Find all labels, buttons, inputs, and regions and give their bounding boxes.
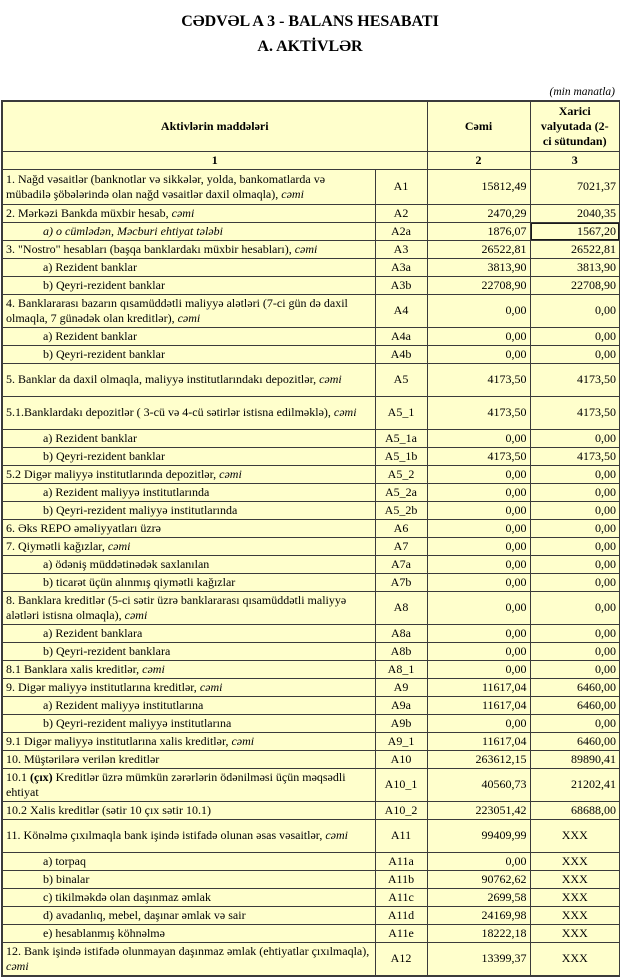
row-label: a) Rezident banklar bbox=[2, 429, 375, 447]
row-total-value: 0,00 bbox=[427, 591, 530, 624]
row-label: 12. Bank işində istifadə olunmayan daşınmaz əmlak (ehtiyatlar çıxılmaqla), cəmi bbox=[2, 942, 375, 976]
row-total-value: 0,00 bbox=[427, 555, 530, 573]
row-code: A11b bbox=[375, 870, 427, 888]
row-foreign-value: 0,00 bbox=[530, 519, 620, 537]
table-row bbox=[2, 642, 620, 660]
row-foreign-value: 7021,37 bbox=[530, 169, 620, 204]
row-total-value: 24169,98 bbox=[427, 906, 530, 924]
table-row bbox=[2, 906, 620, 924]
row-total-value: 0,00 bbox=[427, 852, 530, 870]
column-header-foreign-line3: ci sütundan) bbox=[542, 133, 607, 148]
balance-sheet-table bbox=[1, 100, 620, 977]
row-label: b) Qeyri-rezident banklar bbox=[2, 447, 375, 465]
table-row bbox=[2, 327, 620, 345]
row-total-value: 1876,07 bbox=[427, 222, 530, 240]
row-label: a) Rezident banklar bbox=[2, 258, 375, 276]
row-foreign-value: 4173,50 bbox=[530, 396, 620, 429]
row-foreign-value: 0,00 bbox=[530, 537, 620, 555]
row-total-value: 0,00 bbox=[427, 465, 530, 483]
table-row bbox=[2, 447, 620, 465]
table-row bbox=[2, 750, 620, 768]
row-total-value: 0,00 bbox=[427, 519, 530, 537]
row-label: 8. Banklara kreditlər (5-ci sətir üzrə banklararası qısamüddətli maliyyə alətləri istisna olmaqla), cəmi bbox=[2, 591, 375, 624]
row-foreign-value: 6460,00 bbox=[530, 696, 620, 714]
row-code: A6 bbox=[375, 519, 427, 537]
row-total-value: 13399,37 bbox=[427, 942, 530, 976]
row-foreign-value: 0,00 bbox=[530, 624, 620, 642]
row-code: A3 bbox=[375, 240, 427, 258]
table-row bbox=[2, 222, 620, 240]
row-code: A5 bbox=[375, 363, 427, 396]
row-foreign-value: 6460,00 bbox=[530, 678, 620, 696]
row-code: A9b bbox=[375, 714, 427, 732]
row-label: a) Rezident maliyyə institutlarına bbox=[2, 696, 375, 714]
row-label: b) Qeyri-rezident banklar bbox=[2, 345, 375, 363]
row-foreign-value: 22708,90 bbox=[530, 276, 620, 294]
row-foreign-value: XXX bbox=[530, 852, 620, 870]
row-code: A9_1 bbox=[375, 732, 427, 750]
row-label: 4. Banklararası bazarın qısamüddətli maliyyə alətləri (7-ci gün də daxil olmaqla, 7 günədək olan kreditlər), cəmi bbox=[2, 294, 375, 327]
row-label: a) torpaq bbox=[2, 852, 375, 870]
row-code: A8a bbox=[375, 624, 427, 642]
row-label: d) avadanlıq, mebel, daşınar əmlak və sair bbox=[2, 906, 375, 924]
row-code: A4a bbox=[375, 327, 427, 345]
row-code: A10_2 bbox=[375, 801, 427, 819]
row-label: 6. Əks REPO əməliyyatları üzrə bbox=[2, 519, 375, 537]
unit-note: (min manatla) bbox=[549, 86, 615, 98]
row-foreign-value: 0,00 bbox=[530, 429, 620, 447]
page-title-line1: CƏDVƏL A 3 - BALANS HESABATI bbox=[181, 13, 439, 30]
table-row bbox=[2, 801, 620, 819]
row-code: A8b bbox=[375, 642, 427, 660]
column-header-items: Aktivlərin maddələri bbox=[2, 101, 427, 151]
row-label: 8.1 Banklara xalis kreditlər, cəmi bbox=[2, 660, 375, 678]
table-row bbox=[2, 696, 620, 714]
row-total-value: 0,00 bbox=[427, 573, 530, 591]
row-total-value: 263612,15 bbox=[427, 750, 530, 768]
row-code: A5_2b bbox=[375, 501, 427, 519]
table-row bbox=[2, 258, 620, 276]
row-total-value: 22708,90 bbox=[427, 276, 530, 294]
row-label: 3. "Nostro" hesabları (başqa banklardakı müxbir hesabları), cəmi bbox=[2, 240, 375, 258]
row-code: A1 bbox=[375, 169, 427, 204]
row-code: A3a bbox=[375, 258, 427, 276]
row-code: A7a bbox=[375, 555, 427, 573]
row-total-value: 4173,50 bbox=[427, 363, 530, 396]
row-code: A3b bbox=[375, 276, 427, 294]
row-total-value: 4173,50 bbox=[427, 447, 530, 465]
table-row bbox=[2, 768, 620, 801]
row-foreign-value: XXX bbox=[530, 924, 620, 942]
row-code: A2 bbox=[375, 204, 427, 222]
row-code: A5_2 bbox=[375, 465, 427, 483]
table-row bbox=[2, 240, 620, 258]
row-foreign-value: 0,00 bbox=[530, 483, 620, 501]
row-code: A2a bbox=[375, 222, 427, 240]
row-total-value: 11617,04 bbox=[427, 678, 530, 696]
row-foreign-value: 4173,50 bbox=[530, 447, 620, 465]
table-row bbox=[2, 591, 620, 624]
row-code: A4 bbox=[375, 294, 427, 327]
table-row bbox=[2, 555, 620, 573]
row-label: 5. Banklar da daxil olmaqla, maliyyə institutlarındakı depozitlər, cəmi bbox=[2, 363, 375, 396]
row-foreign-value: 0,00 bbox=[530, 573, 620, 591]
table-row bbox=[2, 732, 620, 750]
row-foreign-value: 0,00 bbox=[530, 642, 620, 660]
row-foreign-value: 0,00 bbox=[530, 501, 620, 519]
row-foreign-value: 2040,35 bbox=[530, 204, 620, 222]
row-label: 7. Qiymətli kağızlar, cəmi bbox=[2, 537, 375, 555]
row-total-value: 0,00 bbox=[427, 714, 530, 732]
row-code: A4b bbox=[375, 345, 427, 363]
row-label: e) hesablanmış köhnəlmə bbox=[2, 924, 375, 942]
table-row bbox=[2, 942, 620, 976]
row-foreign-value: XXX bbox=[530, 870, 620, 888]
row-total-value: 3813,90 bbox=[427, 258, 530, 276]
row-total-value: 0,00 bbox=[427, 501, 530, 519]
table-row bbox=[2, 573, 620, 591]
row-total-value: 0,00 bbox=[427, 483, 530, 501]
row-label: b) binalar bbox=[2, 870, 375, 888]
row-foreign-value: 68688,00 bbox=[530, 801, 620, 819]
row-code: A9 bbox=[375, 678, 427, 696]
table-row bbox=[2, 465, 620, 483]
row-code: A12 bbox=[375, 942, 427, 976]
row-label: 2. Mərkəzi Bankda müxbir hesab, cəmi bbox=[2, 204, 375, 222]
row-foreign-value: XXX bbox=[530, 819, 620, 852]
row-code: A8_1 bbox=[375, 660, 427, 678]
row-code: A11e bbox=[375, 924, 427, 942]
row-total-value: 2699,58 bbox=[427, 888, 530, 906]
table-row bbox=[2, 483, 620, 501]
page-title-line2: A. AKTİVLƏR bbox=[257, 38, 363, 55]
row-foreign-value: 0,00 bbox=[530, 345, 620, 363]
row-total-value: 99409,99 bbox=[427, 819, 530, 852]
row-code: A7b bbox=[375, 573, 427, 591]
row-foreign-value: 89890,41 bbox=[530, 750, 620, 768]
row-total-value: 223051,42 bbox=[427, 801, 530, 819]
row-label: 11. Könəlmə çıxılmaqla bank işində istifadə olunan əsas vəsaitlər, cəmi bbox=[2, 819, 375, 852]
row-foreign-value: 0,00 bbox=[530, 591, 620, 624]
row-foreign-value: 1567,20 bbox=[530, 222, 620, 240]
row-label: b) ticarət üçün alınmış qiymətli kağızlar bbox=[2, 573, 375, 591]
table-row bbox=[2, 169, 620, 204]
row-label: 10.1 (çıx) Kreditlər üzrə mümkün zərərlərin ödənilməsi üçün məqsədli ehtiyat bbox=[2, 768, 375, 801]
table-row bbox=[2, 204, 620, 222]
table-row bbox=[2, 714, 620, 732]
table-index-row bbox=[2, 151, 620, 169]
row-code: A8 bbox=[375, 591, 427, 624]
table-row bbox=[2, 924, 620, 942]
row-label: 10. Müştərilərə verilən kreditlər bbox=[2, 750, 375, 768]
row-foreign-value: 0,00 bbox=[530, 294, 620, 327]
table-row bbox=[2, 678, 620, 696]
row-total-value: 0,00 bbox=[427, 429, 530, 447]
page-title bbox=[0, 9, 620, 59]
row-foreign-value: 26522,81 bbox=[530, 240, 620, 258]
row-label: b) Qeyri-rezident maliyyə institutlarına bbox=[2, 714, 375, 732]
row-label: c) tikilməkdə olan daşınmaz əmlak bbox=[2, 888, 375, 906]
row-label: 5.2 Digər maliyyə institutlarında depozitlər, cəmi bbox=[2, 465, 375, 483]
table-header-row bbox=[2, 101, 620, 151]
row-total-value: 0,00 bbox=[427, 660, 530, 678]
column-index-foreign: 3 bbox=[530, 151, 620, 169]
table-row bbox=[2, 363, 620, 396]
table-row bbox=[2, 519, 620, 537]
table-row bbox=[2, 396, 620, 429]
row-foreign-value: 0,00 bbox=[530, 555, 620, 573]
row-code: A5_2a bbox=[375, 483, 427, 501]
row-total-value: 11617,04 bbox=[427, 732, 530, 750]
row-label: a) ödəniş müddətinədək saxlanılan bbox=[2, 555, 375, 573]
column-index-items: 1 bbox=[2, 151, 427, 169]
column-header-total: Cəmi bbox=[427, 101, 530, 151]
row-label: 10.2 Xalis kreditlər (sətir 10 çıx sətir 10.1) bbox=[2, 801, 375, 819]
row-label: a) Rezident maliyyə institutlarında bbox=[2, 483, 375, 501]
row-label: b) Qeyri-rezident banklara bbox=[2, 642, 375, 660]
row-code: A11a bbox=[375, 852, 427, 870]
row-label: a) Rezident banklara bbox=[2, 624, 375, 642]
row-code: A9a bbox=[375, 696, 427, 714]
row-label: b) Qeyri-rezident banklar bbox=[2, 276, 375, 294]
row-code: A11c bbox=[375, 888, 427, 906]
table-row bbox=[2, 888, 620, 906]
column-header-foreign-line2: valyutada (2- bbox=[540, 118, 609, 133]
row-foreign-value: 4173,50 bbox=[530, 363, 620, 396]
row-total-value: 15812,49 bbox=[427, 169, 530, 204]
row-total-value: 4173,50 bbox=[427, 396, 530, 429]
row-foreign-value: XXX bbox=[530, 942, 620, 976]
row-label: a) o cümlədən, Məcburi ehtiyat tələbi bbox=[2, 222, 375, 240]
row-foreign-value: 0,00 bbox=[530, 327, 620, 345]
table-row bbox=[2, 537, 620, 555]
row-foreign-value: 0,00 bbox=[530, 714, 620, 732]
row-code: A11 bbox=[375, 819, 427, 852]
row-foreign-value: 0,00 bbox=[530, 660, 620, 678]
row-label: b) Qeyri-rezident maliyyə institutlarında bbox=[2, 501, 375, 519]
row-code: A5_1a bbox=[375, 429, 427, 447]
row-total-value: 0,00 bbox=[427, 624, 530, 642]
row-code: A5_1 bbox=[375, 396, 427, 429]
row-code: A11d bbox=[375, 906, 427, 924]
row-total-value: 26522,81 bbox=[427, 240, 530, 258]
row-foreign-value: XXX bbox=[530, 888, 620, 906]
row-label: a) Rezident banklar bbox=[2, 327, 375, 345]
row-foreign-value: 0,00 bbox=[530, 465, 620, 483]
table-row bbox=[2, 660, 620, 678]
column-header-foreign-line1: Xarici bbox=[558, 103, 591, 118]
row-foreign-value: 21202,41 bbox=[530, 768, 620, 801]
row-total-value: 18222,18 bbox=[427, 924, 530, 942]
row-code: A10 bbox=[375, 750, 427, 768]
table-row bbox=[2, 624, 620, 642]
column-index-total: 2 bbox=[427, 151, 530, 169]
row-code: A7 bbox=[375, 537, 427, 555]
table-row bbox=[2, 501, 620, 519]
table-row bbox=[2, 852, 620, 870]
table-row bbox=[2, 345, 620, 363]
row-foreign-value: 6460,00 bbox=[530, 732, 620, 750]
row-total-value: 0,00 bbox=[427, 537, 530, 555]
row-total-value: 90762,62 bbox=[427, 870, 530, 888]
table-row bbox=[2, 819, 620, 852]
row-total-value: 0,00 bbox=[427, 345, 530, 363]
row-total-value: 0,00 bbox=[427, 294, 530, 327]
row-code: A5_1b bbox=[375, 447, 427, 465]
table-row bbox=[2, 870, 620, 888]
table-row bbox=[2, 429, 620, 447]
row-total-value: 0,00 bbox=[427, 327, 530, 345]
row-label: 5.1.Banklardakı depozitlər ( 3-cü və 4-cü sətirlər istisna edilməklə), cəmi bbox=[2, 396, 375, 429]
row-total-value: 0,00 bbox=[427, 642, 530, 660]
row-label: 9.1 Digər maliyyə institutlarına xalis kreditlər, cəmi bbox=[2, 732, 375, 750]
balance-table-body bbox=[2, 169, 620, 976]
table-row bbox=[2, 294, 620, 327]
row-total-value: 11617,04 bbox=[427, 696, 530, 714]
table-row bbox=[2, 276, 620, 294]
row-foreign-value: XXX bbox=[530, 906, 620, 924]
row-total-value: 40560,73 bbox=[427, 768, 530, 801]
row-code: A10_1 bbox=[375, 768, 427, 801]
row-label: 1. Nağd vəsaitlər (banknotlar və sikkələr, yolda, bankomatlarda və mübadilə şöbələrində olan nağd vəsaitlər daxil olmaqla), cəmi bbox=[2, 169, 375, 204]
row-total-value: 2470,29 bbox=[427, 204, 530, 222]
row-foreign-value: 3813,90 bbox=[530, 258, 620, 276]
column-header-foreign bbox=[530, 101, 620, 151]
row-label: 9. Digər maliyyə institutlarına kreditlər, cəmi bbox=[2, 678, 375, 696]
